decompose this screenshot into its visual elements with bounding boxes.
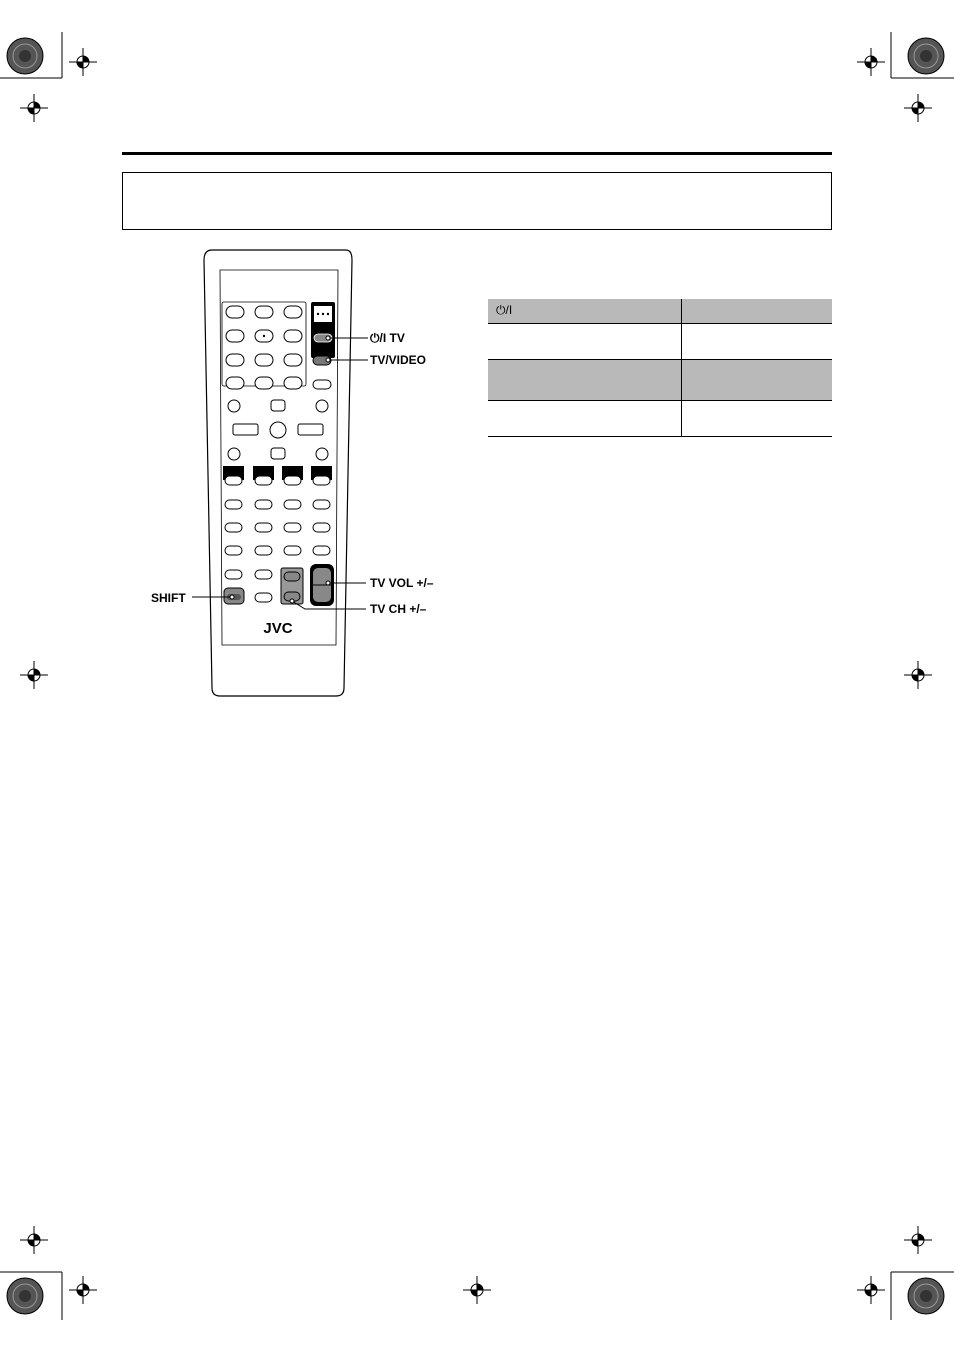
table-cell xyxy=(682,400,832,436)
callout-power-tv: ⏻/I TV xyxy=(370,331,405,345)
callout-tv-ch: TV CH +/– xyxy=(370,602,427,616)
function-table xyxy=(488,299,832,437)
table-cell xyxy=(488,400,682,436)
header-rule xyxy=(122,152,832,155)
callout-tv-vol: TV VOL +/– xyxy=(370,576,434,590)
table-header-cell xyxy=(682,299,832,323)
table-row xyxy=(488,359,832,400)
table-cell xyxy=(682,323,832,359)
table-cell xyxy=(682,359,832,400)
title-box xyxy=(122,172,832,230)
table-cell xyxy=(488,323,682,359)
remote-illustration xyxy=(140,240,460,710)
callout-shift: SHIFT xyxy=(151,591,186,605)
table-cell xyxy=(488,359,682,400)
table-row xyxy=(488,323,832,359)
table-row xyxy=(488,400,832,436)
table-header-row xyxy=(488,299,832,323)
brand-logo: JVC xyxy=(263,620,293,637)
callout-tv-video: TV/VIDEO xyxy=(370,353,427,367)
table-header-cell: ⏻/I xyxy=(488,299,682,323)
